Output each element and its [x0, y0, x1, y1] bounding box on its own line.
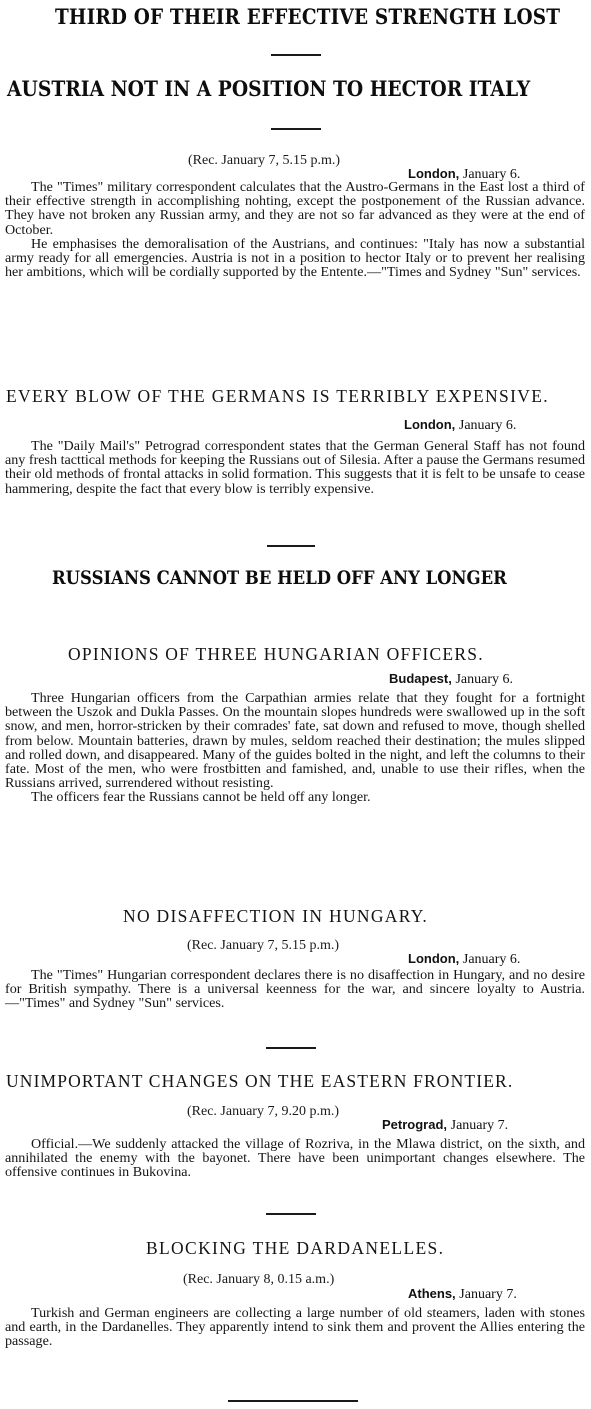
place-name: London,	[408, 951, 460, 966]
austria-headline: AUSTRIA NOT IN A POSITION TO HECTOR ITALY	[7, 77, 531, 102]
opinions-article	[5, 691, 585, 805]
disaffection-received-line: (Rec. January 7, 5.15 p.m.)	[187, 938, 340, 953]
blow-headline: EVERY BLOW OF THE GERMANS IS TERRIBLY EXPENSIVE.	[6, 386, 550, 406]
paragraph: He emphasises the demoralisation of the Austrians, and continues: "Italy has now a substantial army ready for all emergencies. Austria is not in a position to hector Italy or to prevent her realising her ambitions, which will be cordially supported by the Entente.—"Times and Sydney "Sun" services.	[5, 235, 585, 281]
divider	[266, 1047, 316, 1049]
paragraph: Three Hungarian officers from the Carpathian armies relate that they fought for a fortnight between the Uszok and Dukla Passes. On the mountain slopes hundreds were swallowed up in the soft snow, and men, horror-stricken by their comrades' fate, sat down and refused to move, though shelled from below. Mountain batteries, drawn by mules, seldom reached their destination; the mules slipped and rolled down, and disappeared. Many of the guides bolted in the night, and left the columns to their fate. Most of the men, who were frostbitten and famished, and, unable to use their rifles, when the Russians arrived, surrendered without resisting.	[5, 690, 585, 792]
paragraph: The "Times" military correspondent calculates that the Austro-Germans in the East lost a third of their effective strength in accomplishing nohting, except the postponement of the Russian advance. They have not broken any Russian army, and they are not so far advanced as they were at the end of October.	[5, 179, 585, 238]
disaffection-headline: NO DISAFFECTION IN HUNGARY.	[123, 906, 429, 926]
divider	[228, 1400, 358, 1402]
disaffection-place-date	[408, 951, 520, 968]
austria-received-line: (Rec. January 7, 5.15 p.m.)	[188, 153, 341, 168]
place-date: January 6.	[455, 672, 514, 687]
divider	[267, 545, 315, 547]
place-date: January 6.	[462, 167, 521, 182]
paragraph: The officers fear the Russians cannot be held off any longer.	[31, 789, 371, 806]
place-date: January 6.	[462, 952, 521, 967]
blow-article	[5, 439, 585, 496]
place-date: January 7.	[450, 1118, 509, 1133]
divider	[271, 128, 321, 130]
eastern-received-line: (Rec. January 7, 9.20 p.m.)	[187, 1104, 340, 1119]
paragraph: The "Times" Hungarian correspondent declares there is no disaffection in Hungary, and no desire for British sympathy. There is a universal keenness for the war, and sincere loyalty to Austria.—"Times" and Sydney "Sun" services.	[5, 967, 585, 1012]
place-date: January 6.	[458, 418, 517, 433]
opinions-place-date	[389, 671, 513, 688]
paragraph: Turkish and German engineers are collecting a large number of old steamers, laden with stones and earth, in the Dardanelles. They apparently intend to sink them and provent the Allies entering the passage.	[5, 1305, 585, 1350]
eastern-place-date	[382, 1117, 508, 1134]
dardanelles-article	[5, 1306, 585, 1349]
place-name: London,	[408, 166, 460, 181]
dardanelles-place-date	[408, 1286, 517, 1303]
dardanelles-headline: BLOCKING THE DARDANELLES.	[146, 1238, 445, 1258]
main-headline: THIRD OF THEIR EFFECTIVE STRENGTH LOST	[55, 4, 561, 29]
place-name: London,	[404, 417, 456, 432]
place-name: Budapest,	[389, 671, 452, 686]
paragraph: The "Daily Mail's" Petrograd correspondent states that the German General Staff has not found any fresh tacttical methods for keeping the Russians out of Silesia. After a pause the Germans resumed their old methods of frontal attacks in solid formation. This suggests that it is felt to be unsafe to cease hammering, despite the fact that every blow is terribly expensive.	[5, 438, 585, 497]
divider	[271, 54, 321, 56]
austria-article	[5, 180, 585, 279]
paragraph: Official.—We suddenly attacked the village of Rozriva, in the Mlawa district, on the sixth, and annihilated the enemy with the bayonet. There have been unimportant changes elsewhere. The offensive continues in Bukovina.	[5, 1136, 585, 1181]
divider	[266, 1213, 316, 1215]
dardanelles-received-line: (Rec. January 8, 0.15 a.m.)	[183, 1272, 335, 1287]
eastern-headline: UNIMPORTANT CHANGES ON THE EASTERN FRONTIER.	[6, 1071, 514, 1091]
disaffection-article	[5, 968, 585, 1011]
russians-headline: RUSSIANS CANNOT BE HELD OFF ANY LONGER	[52, 568, 507, 589]
place-name: Petrograd,	[382, 1117, 448, 1132]
blow-place-date	[404, 417, 516, 434]
place-name: Athens,	[408, 1286, 456, 1301]
place-date: January 7.	[459, 1287, 517, 1302]
opinions-headline: OPINIONS OF THREE HUNGARIAN OFFICERS.	[68, 644, 484, 664]
eastern-article	[5, 1137, 585, 1180]
